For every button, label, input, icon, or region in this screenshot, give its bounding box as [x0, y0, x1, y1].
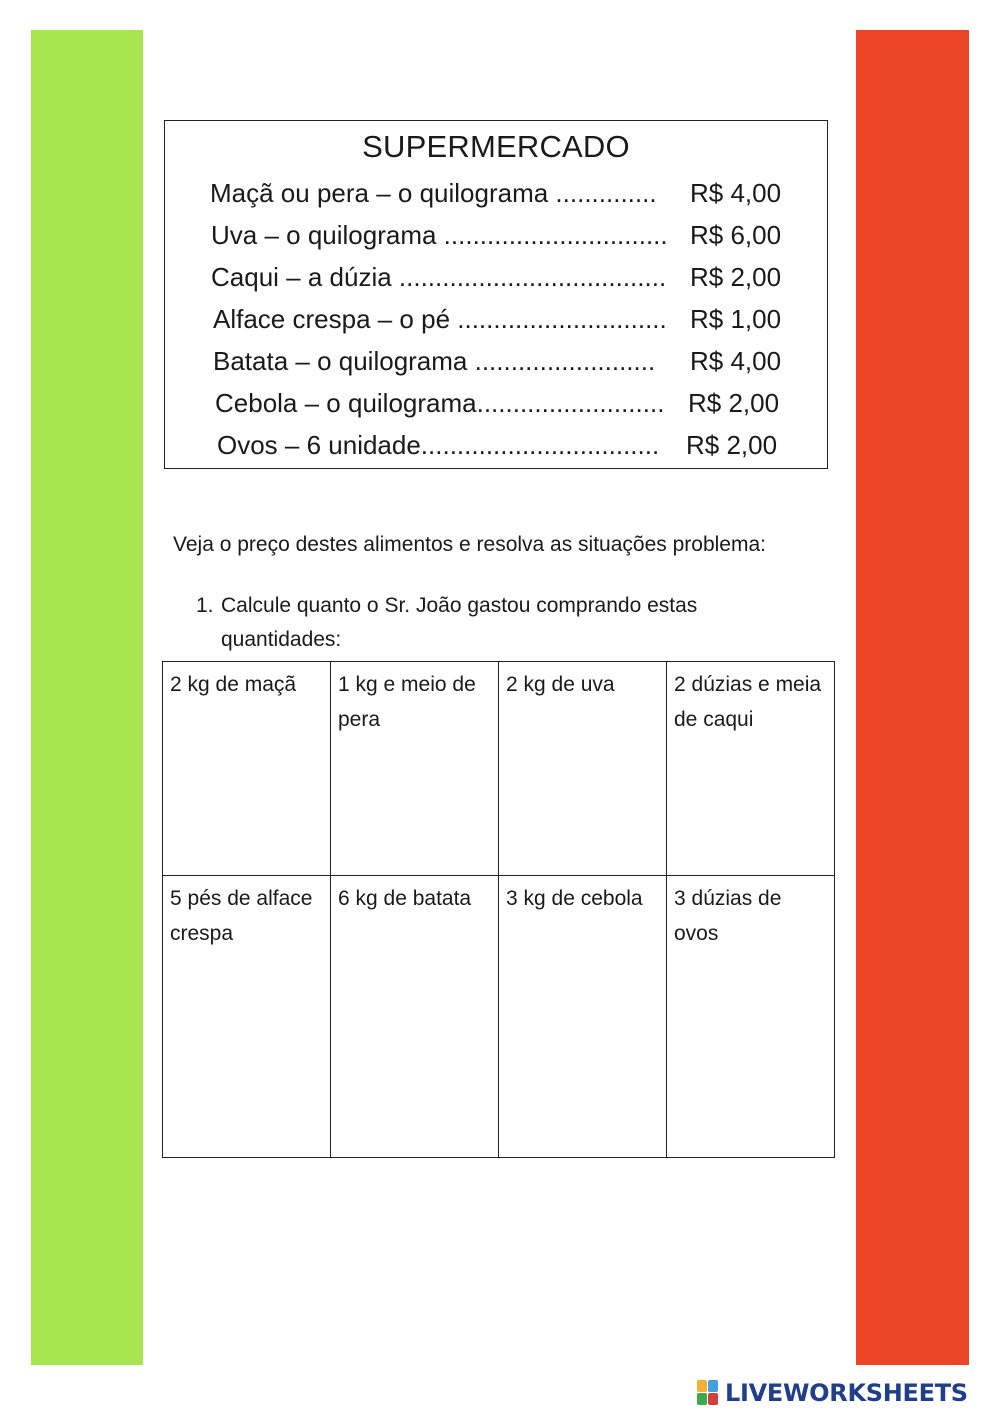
- question-number: 1.: [196, 594, 214, 617]
- question-text-line-1: Calcule quanto o Sr. João gastou comprando estas: [221, 594, 698, 617]
- liveworksheets-branding[interactable]: [697, 1378, 968, 1408]
- cell-text-line-1: 3 kg de cebola: [506, 887, 643, 910]
- price-row: [165, 341, 827, 381]
- answer-cell-potato[interactable]: [331, 876, 499, 1158]
- price-item-label: Cebola – o quilograma..........................: [215, 388, 665, 418]
- answer-cell-lettuce[interactable]: [163, 876, 331, 1158]
- answer-cell-eggs[interactable]: [667, 876, 835, 1158]
- price-item-value: R$ 2,00: [686, 430, 778, 460]
- cell-text-line-2: crespa: [170, 922, 234, 945]
- price-item-label: Maçã ou pera – o quilograma ..............: [210, 178, 657, 208]
- answer-grid: [162, 661, 835, 1158]
- cell-text-line-2: ovos: [674, 922, 719, 945]
- price-item-value: R$ 4,00: [690, 346, 782, 376]
- supermarket-price-list: [164, 120, 828, 469]
- cell-text-line-1: 5 pés de alface: [170, 887, 313, 910]
- price-item-label: Batata – o quilograma .........................: [213, 346, 656, 376]
- price-row: [165, 383, 827, 423]
- price-item-label: Ovos – 6 unidade.................................: [217, 430, 660, 460]
- liveworksheets-logo-text: LIVEWORKSHEETS: [725, 1379, 968, 1407]
- price-list-title: SUPERMERCADO: [362, 129, 630, 164]
- answer-grid-row: [163, 876, 835, 1158]
- price-row: [165, 299, 827, 339]
- cell-text-line-1: 2 kg de uva: [506, 673, 615, 696]
- price-item-value: R$ 2,00: [688, 388, 780, 418]
- cell-text-line-2: de caqui: [674, 708, 754, 731]
- answer-cell-apple[interactable]: [163, 662, 331, 876]
- price-row: [165, 173, 827, 213]
- question-text-line-2: quantidades:: [221, 628, 342, 651]
- liveworksheets-logo-icon: [697, 1380, 719, 1406]
- red-side-bar: [856, 30, 969, 1365]
- price-row: [165, 257, 827, 297]
- cell-text-line-1: 3 dúzias de: [674, 887, 782, 910]
- green-side-bar: [31, 30, 143, 1365]
- instruction-text: Veja o preço destes alimentos e resolva as situações problema:: [173, 533, 766, 556]
- price-item-value: R$ 1,00: [690, 304, 782, 334]
- price-row: [165, 215, 827, 255]
- answer-cell-pear[interactable]: [331, 662, 499, 876]
- price-item-label: Uva – o quilograma ...............................: [211, 220, 668, 250]
- cell-text-line-1: 2 kg de maçã: [170, 673, 297, 696]
- answer-cell-grape[interactable]: [499, 662, 667, 876]
- cell-text-line-2: pera: [338, 708, 381, 731]
- price-item-label: Alface crespa – o pé .............................: [213, 304, 667, 334]
- price-item-value: R$ 2,00: [690, 262, 782, 292]
- cell-text-line-1: 2 dúzias e meia: [674, 673, 822, 696]
- cell-text-line-1: 6 kg de batata: [338, 887, 472, 910]
- price-item-value: R$ 6,00: [690, 220, 782, 250]
- price-item-label: Caqui – a dúzia .....................................: [211, 262, 667, 292]
- answer-cell-onion[interactable]: [499, 876, 667, 1158]
- price-item-value: R$ 4,00: [690, 178, 782, 208]
- answer-cell-persimmon[interactable]: [667, 662, 835, 876]
- price-row: [165, 425, 827, 465]
- answer-grid-row: [163, 662, 835, 876]
- cell-text-line-1: 1 kg e meio de: [338, 673, 476, 696]
